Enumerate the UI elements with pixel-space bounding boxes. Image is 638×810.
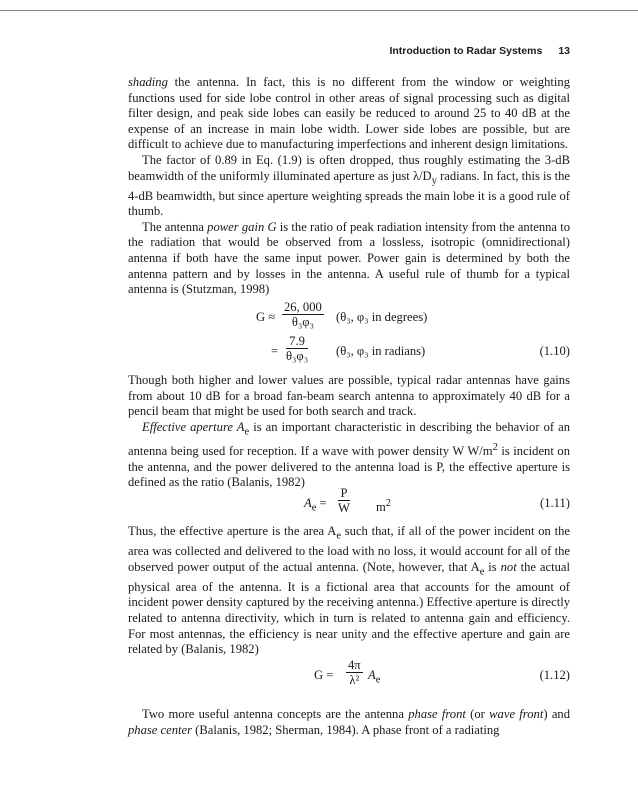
symbol: A (304, 496, 312, 510)
equation-1-10 (128, 300, 570, 370)
italic-term: wave front (489, 707, 544, 721)
eq-fraction (346, 658, 363, 687)
paragraph-text: Two more useful antenna concepts are the antenna (142, 707, 409, 721)
paragraph-text: ) and (543, 707, 570, 721)
paragraph-6 (128, 524, 570, 658)
italic-term: phase center (128, 722, 192, 737)
subscript: e (375, 674, 381, 686)
paragraph-3 (128, 220, 570, 298)
subscript: e (479, 566, 485, 578)
subscript: y (431, 175, 437, 187)
text-block-1 (128, 75, 570, 298)
page-number: 13 (558, 45, 570, 57)
italic-term: shading (128, 75, 168, 89)
paragraph-2 (128, 153, 570, 220)
paragraph-text: such that, if all of the power incident on the area was collected and delivered to the load with no loss, it would account for all of the observed power output of the actual antenna. (Note, however, that A (128, 524, 570, 574)
italic-term: phase front (408, 707, 466, 721)
subscript: e (336, 530, 341, 542)
eq-fraction-2 (286, 334, 308, 363)
paragraph-text: (or (465, 707, 490, 721)
text-block-2 (128, 373, 570, 491)
eq-sign: = (319, 496, 327, 510)
italic-term: not (500, 559, 517, 574)
eq-lhs: G ≈ (256, 310, 276, 324)
paragraph-text: is the ratio of peak radiation intensity from the antenna to the radiation that would be observed from a lossless, isotropic (omnidirectional) antenna if both have the same input power. Power gain is determined by both the antenna pattern and by losses in the antenna. A useful rule of thumb for a typical antenna is (Stutzman, 1998) (128, 219, 571, 297)
paragraph-text: The antenna (142, 219, 208, 234)
paragraph-text: is (484, 559, 501, 574)
unit: m (376, 500, 386, 515)
symbol: A (368, 668, 376, 682)
eq-unit (376, 496, 391, 516)
numerator: 26, 000 (284, 300, 322, 314)
eq-lhs (304, 496, 327, 516)
equation-number: (1.11) (540, 496, 570, 510)
denominator: θ₃φ₃ (286, 349, 309, 363)
paragraph-text: is an important characteristic in describing the behavior of an antenna being used for reception. If a wave with power density W W/m (128, 419, 571, 459)
paragraph-5 (128, 420, 570, 491)
top-rule (0, 10, 638, 11)
paragraph-text: the actual physical area of the antenna. It is a fictional area that accounts for the amount of incident power density captured by the receiving antenna.) Effective aperture is directly related to antenna directivity, which in turn is related to antenna gain and efficiency. For most antennas, the efficiency is near unity and the effective aperture and gain are related by (Balanis, 1982) (128, 559, 570, 657)
italic-term: Effective aperture A (142, 419, 245, 434)
denominator: W (338, 501, 350, 515)
subscript: e (311, 502, 317, 514)
eq-note-2: (θ₃, φ₃ in radians) (336, 344, 426, 358)
eq-fraction-1 (282, 300, 324, 329)
numerator: 7.9 (286, 334, 308, 349)
subscript: e (244, 426, 250, 438)
italic-term: power gain G (207, 219, 277, 234)
paragraph-1 (128, 75, 570, 153)
paragraph-7 (128, 707, 570, 738)
eq-lhs: G = (314, 668, 334, 682)
paragraph-text: Though both higher and lower values are possible, typical radar antennas have gains from about 10 dB for a broad fan-beam search antenna to approximately 40 dB for a pencil beam that might be used for both search and track. (128, 373, 570, 419)
paragraph-text: The factor of 0.89 in Eq. (1.9) is often dropped, thus roughly estimating the 3-dB beamwidth of the uniformly illuminated aperture as just λ/D (128, 152, 570, 183)
superscript: 2 (492, 441, 498, 453)
equation-number: (1.10) (539, 344, 570, 358)
text-block-3 (128, 524, 570, 658)
denominator: θ₃φ₃ (291, 315, 314, 329)
denominator: λ² (349, 673, 360, 687)
eq-fraction (338, 486, 350, 515)
paragraph-text: the antenna. In fact, this is no different from the window or weighting functions used for side lobe control in other areas of signal processing such as digital filter design, and peak side lobes can easily be reduced to around 25 to 40 dB at the expense of an increase in main lobe width. Lower side lobes are possible, but are difficult to achieve due to manufacturing imperfections and inherent design limitations. (128, 75, 570, 152)
numerator: 4π (348, 658, 361, 672)
paragraph-text: Thus, the effective aperture is the area A (128, 524, 337, 538)
eq-sign: = (271, 344, 279, 358)
paragraph-4 (128, 373, 570, 420)
running-header (0, 45, 570, 57)
eq-note-1: (θ₃, φ₃ in degrees) (336, 310, 428, 324)
numerator: P (338, 486, 350, 501)
equation-1-12 (128, 658, 570, 694)
text-block-4 (128, 707, 570, 738)
eq-rhs (368, 668, 380, 688)
paragraph-text: is incident on the antenna, and the power delivered to the antenna load is P, the effective aperture is defined as the ratio (Balanis, 1982) (128, 444, 570, 490)
paragraph-text: radians. In fact, this is the 4-dB beamwidth, but since aperture weighting spreads the main lobe it is a good rule of thumb. (128, 168, 570, 219)
header-title: Introduction to Radar Systems (389, 45, 543, 57)
paragraph-text: (Balanis, 1982; Sherman, 1984). A phase front of a radiating (192, 722, 500, 737)
equation-1-11 (128, 486, 570, 522)
superscript: 2 (385, 498, 392, 509)
equation-number: (1.12) (539, 668, 570, 682)
